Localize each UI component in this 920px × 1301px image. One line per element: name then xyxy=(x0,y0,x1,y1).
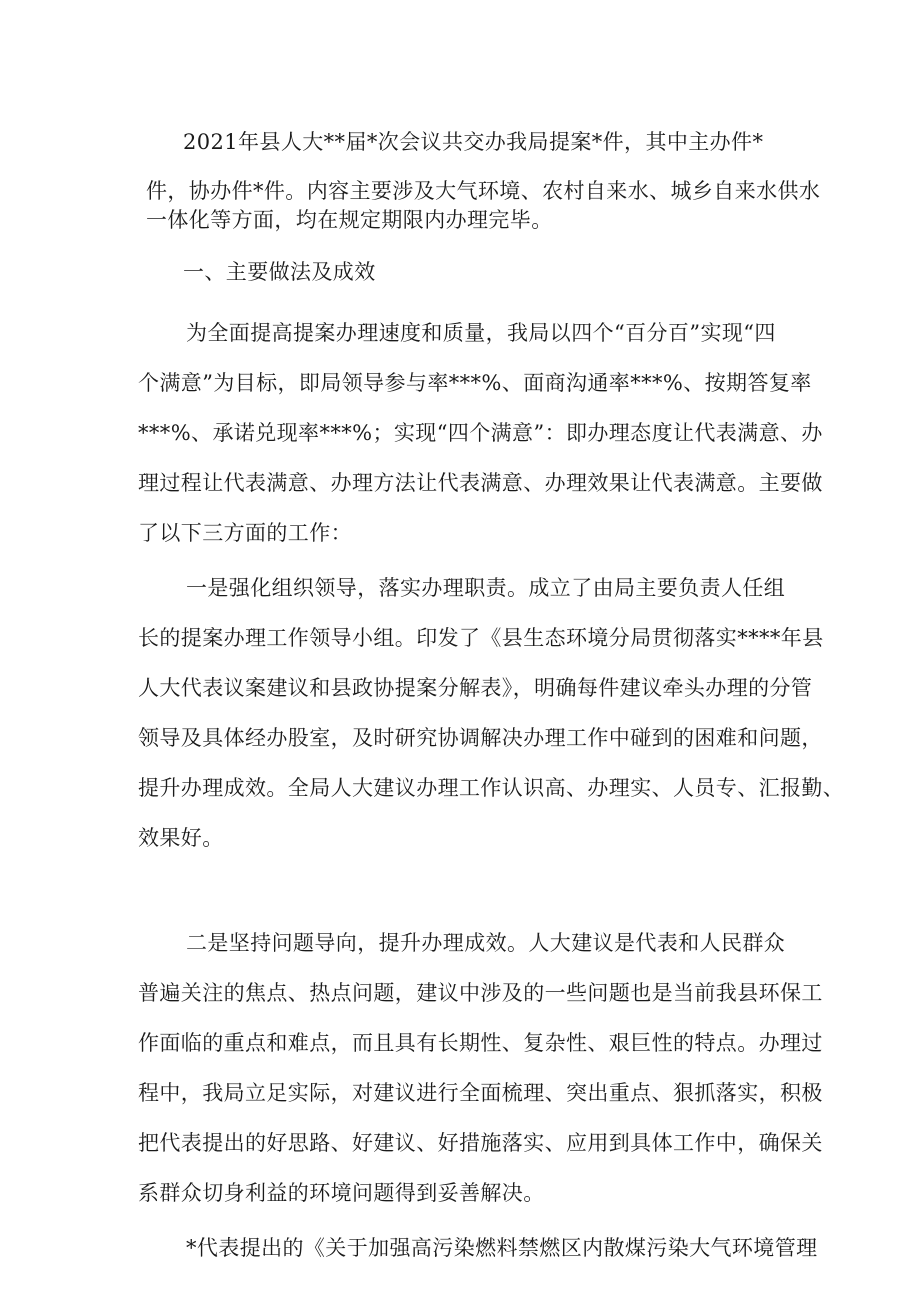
document-page: 2021年县人大**届*次会议共交办我局提案*件，其中主办件* 件，协办件*件。内容主要涉及大气环境、农村自来水、城乡自来水供水 一体化等方面，均在规定期限内办理完毕。 一、主要做法及成效 为全面提高提案办理速度和质量，我局以四个“百分百”实现“四 个满意”为目标，即局领导参与率***%、面商沟通率***%、按期答复率 ***%、承诺兑现率***%；实现“四个满意”：即办理态度让代表满意、办 理过程让代表满意、办理方法让代表满意、办理效果让代表满意。主要做 了以下三方面的工作： 一是强化组织领导，落实办理职责。成立了由局主要负责人任组 长的提案办理工作领导小组。印发了《县生态环境分局贯彻落实****年县 人大代表议案建议和县政协提案分解表》，明确每件建议牵头办理的分管 领导及具体经办股室，及时研究协调解决办理工作中碰到的困难和问题， 提升办理成效。全局人大建议办理工作认识高、办理实、人员专、汇报勤、 效果好。 二是坚持问题导向，提升办理成效。人大建议是代表和人民群众 普遍关注的焦点、热点问题，建议中涉及的一些问题也是当前我县环保工 作面临的重点和难点，而且具有长期性、复杂性、艰巨性的特点。办理过 程中，我局立足实际，对建议进行全面梳理、突出重点、狠抓落实，积极 把代表提出的好思路、好建议、好措施落实、应用到具体工作中，确保关 系群众切身利益的环境问题得到妥善解决。 *代表提出的《关于加强高污染燃料禁燃区内散煤污染大气环境管理 xyxy=(138,130,845,1260)
